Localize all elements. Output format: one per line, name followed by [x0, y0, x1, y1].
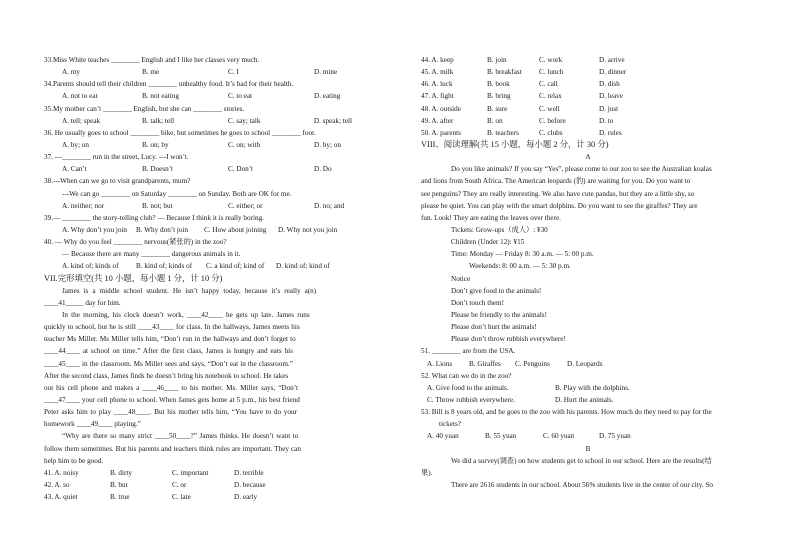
option: B. Giraffes [469, 359, 501, 368]
option: D. 75 yuan [599, 432, 631, 441]
option: D. rules [599, 128, 622, 137]
question-51-options [421, 358, 755, 370]
question-53-options [421, 430, 755, 442]
passage-line: teacher Ms Miller. Ms Miller tells him, “Don’t run in the hallways and don’t forget to [44, 335, 296, 344]
passage-line: fun. Look! They are eating the leaves over there. [421, 213, 561, 222]
section-heading-cloze: VII.完形填空(共 10 小题，每小题 1 分，计 10 分) [44, 273, 223, 283]
passage-line: ____45____ in the classroom. Ms Miller sees and says, “Don’t eat in the classroom.” [44, 359, 293, 368]
question-41-options [44, 467, 352, 479]
option: D. no; and [314, 201, 345, 210]
question-37: 37. ---________ run in the street, Lucy. ---I won’t. [44, 153, 189, 162]
question-36: 36. He usually goes to school ________ bike, but sometimes he goes to school ________ foot. [44, 128, 316, 137]
passage-line: homework ____49____ playing.” [44, 420, 141, 429]
question-53-cont: tickets? [439, 420, 461, 429]
passage-line: quickly to school, but he is still ____43____ for class. In the hallways, James meets his [44, 323, 300, 332]
option: 48. A. outside [421, 104, 461, 113]
question-38-options [44, 200, 352, 212]
option: D. to [599, 116, 614, 125]
question-46-options [421, 78, 755, 90]
option: D. early [234, 493, 258, 502]
option: C. to eat [228, 92, 253, 101]
option: C. relax [539, 92, 562, 101]
left-column [44, 54, 352, 503]
option: C. call [539, 80, 558, 89]
option: B. bring [487, 92, 511, 101]
option: D. leave [599, 92, 623, 101]
question-37-options [44, 163, 352, 175]
question-35: 35.My mother can’t ________ English, but she can ________ stories. [44, 104, 245, 113]
option: D. eating [314, 92, 341, 101]
question-38: 38.---When can we go to visit grandparents, mum? [44, 177, 191, 186]
question-52-options [421, 382, 755, 394]
passage-line: We did a survey(调查) on how students get to school in our school. Here are the results(结 [451, 456, 712, 465]
question-40: 40. — Why do you feel ________ nervous(紧张的) in the zoo? [44, 238, 227, 247]
passage-line: help him to be good. [44, 456, 104, 465]
question-42-options [44, 479, 352, 491]
option: A. Lions [427, 359, 453, 368]
passage-label-a: A [585, 153, 591, 162]
option: C. late [172, 493, 191, 502]
question-38-reply: ---We can go ________ on Saturday ________ on Sunday. Both are OK for me. [62, 189, 292, 198]
option: C. Throw rubbish everywhere. [427, 395, 515, 404]
option: C. How about joining [204, 225, 267, 234]
option: B. Why don’t join [136, 225, 189, 234]
option: C. clubs [539, 128, 563, 137]
question-36-options [44, 139, 352, 151]
option: A. Why don’t you join [62, 225, 128, 234]
passage-line: ____41_____ day for him. [44, 298, 121, 307]
passage-line: There are 2616 students in our school. About 56% students live in the center of our city. So [451, 480, 714, 489]
option: D. by; on [314, 140, 341, 149]
option: D. because [234, 480, 266, 489]
option: 43. A. quiet [44, 493, 78, 502]
notice-item: Please be friendly to the animals! [451, 310, 548, 319]
option: B. on [487, 116, 503, 125]
question-48-options [421, 103, 755, 115]
notice-item: Don’t give food to the animals! [451, 286, 542, 295]
ticket-price-child: Children (Under 12): ¥15 [451, 238, 525, 247]
option: D. Do [314, 165, 332, 174]
option: C. a kind of; kind of [206, 262, 265, 271]
question-34-options [44, 90, 352, 102]
option: D. mine [314, 68, 338, 77]
option: 49. A. after [421, 116, 454, 125]
question-39-options [44, 224, 352, 236]
passage-line: “Why are there so many strict ____50____?” James thinks. He doesn’t want to [62, 432, 299, 441]
option: C. well [539, 104, 560, 113]
passage-line: ____47____ your cell phone to school. When James gets home at 5 p.m., his best friend [44, 395, 300, 404]
option: 50. A. parents [421, 128, 461, 137]
question-49-options [421, 115, 755, 127]
option: B. talk; tell [141, 116, 175, 125]
option: C. or [172, 480, 187, 489]
option: B. me [142, 68, 160, 77]
opening-hours-weekday: Time: Monday — Friday 8: 30 a.m. — 5: 00 p.m. [451, 250, 594, 259]
passage-line: ____44____ at school on time.” After the first class, James is hungry and eats his [44, 347, 293, 356]
option: B. not eating [142, 92, 179, 101]
passage-line: James is a middle school student. He isn’t happy today, because it’s really a(n) [62, 286, 317, 295]
option: B. teachers [487, 128, 519, 137]
question-40-reply: — Because there are many ________ dangerous animals in it. [62, 250, 241, 259]
option: D. dinner [599, 68, 627, 77]
notice-heading: Notice [451, 274, 471, 283]
option: A. kind of; kinds of [62, 262, 119, 271]
question-52-options [421, 394, 755, 406]
question-33: 33.Miss White teaches ________ English and I like her classes very much. [44, 56, 260, 64]
option: B. Doesn’t [142, 165, 174, 174]
option: A. tell; speak [62, 116, 101, 125]
option: B. breakfast [487, 68, 522, 77]
option: C. Penguins [515, 359, 550, 368]
option: B. join [487, 56, 507, 64]
option: B. sure [487, 104, 508, 113]
option: B. Play with the dolphins. [555, 383, 630, 392]
option: C. Don’t [228, 165, 254, 174]
right-column [421, 54, 755, 491]
question-52: 52. What can we do in the zoo? [421, 371, 512, 380]
passage-label-b: B [585, 444, 591, 453]
passage-line: and lions from South Africa. The American leopards (豹) are waiting for you. Do you want to [421, 177, 691, 186]
passage-line: Peter asks him to play ____48____. But his mother tells him, “You have to do your [44, 408, 297, 417]
option: C. important [172, 468, 209, 477]
option: D. just [599, 104, 619, 113]
option: 41. A. noisy [44, 468, 79, 477]
option: B. 55 yuan [485, 432, 517, 441]
option: 47. A. fight [421, 92, 454, 101]
option: 46. A. luck [421, 80, 453, 89]
option: D. kind of; kind of [276, 262, 330, 271]
option: 45. A. milk [421, 68, 454, 77]
passage-line: Do you like animals? If you say “Yes”, please come to our zoo to see the Australian koalas [451, 165, 712, 174]
option: 42. A. so [44, 480, 70, 489]
passage-line: In the morning, his clock doesn’t work, ____42____ he gets up late. James runs [62, 310, 310, 319]
option: A. Give food to the animals. [427, 383, 509, 392]
option: D. arrive [599, 56, 625, 64]
option: A. neither; nor [62, 201, 105, 210]
option: C. 60 yuan [543, 432, 575, 441]
passage-line: out his cell phone and makes a ____46____ to his mother. Ms. Miller says, “Don’t [44, 383, 299, 392]
option: B. dirty [110, 468, 132, 477]
option: D. Why not you join [278, 225, 338, 234]
option: B. book [487, 80, 510, 89]
option: C. I [228, 68, 239, 77]
option: D. speak; tell [313, 116, 352, 125]
option: B. on; by [142, 140, 169, 149]
question-40-options [44, 260, 352, 272]
question-35-options [44, 115, 352, 127]
option: D. Hurt the animals. [555, 395, 614, 404]
question-51: 51. ________ are from the USA. [421, 347, 516, 356]
question-53: 53. Bill is 8 years old, and he goes to the zoo with his parents. How much do they need to pay for the [421, 408, 712, 417]
option: C. on; with [228, 140, 261, 149]
question-39: 39.— ________ the story-telling club? — Because I think it is really boring. [44, 213, 264, 222]
option: D. dish [599, 80, 620, 89]
option: A. not to eat [62, 92, 98, 101]
question-45-options [421, 66, 755, 78]
question-34: 34.Parents should tell their children ________ unhealthy food. It’s bad for their health. [44, 80, 294, 89]
option: B. not; but [142, 201, 173, 210]
passage-line: please be quiet. You can play with the smart dolphins. Do you want to see the giraffes? They are [421, 201, 698, 210]
option: C. either; or [228, 201, 263, 210]
passage-line: follow them sometimes. But his parents and teachers think rules are important. They can [44, 444, 301, 453]
ticket-price-adult: Tickets: Grow-ups（成人）: ¥30 [451, 225, 548, 234]
question-50-options [421, 127, 755, 139]
option: A. Can’t [62, 165, 87, 174]
option: D. Leopards [567, 359, 603, 368]
notice-item: Please don’t throw rubbish everywhere! [451, 335, 566, 344]
option: A. 40 yuan [427, 432, 459, 441]
question-44-options [421, 54, 755, 66]
question-43-options [44, 491, 352, 503]
option: 44. A. keep [421, 56, 454, 64]
option: D. terrible [234, 468, 264, 477]
option: A. my [62, 68, 80, 77]
option: A. by; on [62, 140, 89, 149]
option: C. before [539, 116, 566, 125]
notice-item: Please don’t hurt the animals! [451, 323, 537, 332]
question-33-options [44, 66, 352, 78]
option: B. true [110, 493, 130, 502]
section-heading-reading: VIII、阅读理解(共 15 小题，每小题 2 分，计 30 分) [421, 139, 609, 149]
option: C. work [539, 56, 563, 64]
passage-line: 果). [421, 468, 433, 477]
option: B. but [110, 480, 128, 489]
option: C. lunch [539, 68, 564, 77]
notice-item: Don’t touch them! [451, 298, 504, 307]
passage-line: After the second class, James finds he doesn’t bring his notebook to school. He takes [44, 371, 289, 380]
option: C. say; talk [227, 116, 261, 125]
option: B. kind of; kinds of [136, 262, 193, 271]
opening-hours-weekend: Weekends: 8: 00 a.m. — 5: 30 p.m. [469, 262, 571, 271]
question-47-options [421, 90, 755, 102]
passage-line: see penguins? They are really interesting. We also have cute pandas, but they are a little shy, so [421, 189, 695, 198]
